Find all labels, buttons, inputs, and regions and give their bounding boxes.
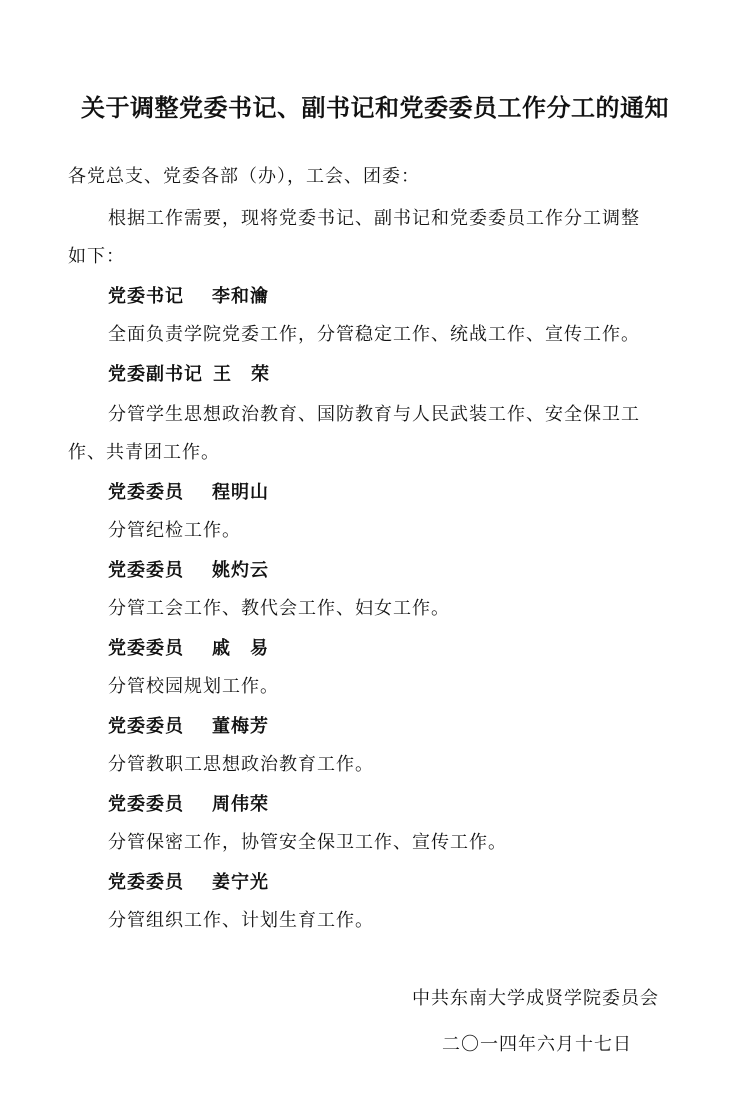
assignment-heading-member xyxy=(108,712,269,738)
assignment-role: 党委委员 xyxy=(108,794,184,815)
assignment-person: 程明山 xyxy=(212,482,269,503)
assignment-duty: 全面负责学院党委工作，分管稳定工作、统战工作、宣传工作。 xyxy=(108,324,640,345)
assignment-duty: 分管学生思想政治教育、国防教育与人民武装工作、安全保卫工 xyxy=(108,404,640,425)
recipients-line: 各党总支、党委各部（办），工会、团委： xyxy=(68,166,420,187)
assignment-duty: 分管校园规划工作。 xyxy=(108,676,279,697)
assignment-duty: 分管纪检工作。 xyxy=(108,520,241,541)
signature-organization: 中共东南大学成贤学院委员会 xyxy=(412,988,659,1009)
assignment-role: 党委副书记 xyxy=(108,364,203,385)
assignment-heading-secretary xyxy=(108,282,269,308)
assignment-heading-member xyxy=(108,478,269,504)
assignment-heading-deputy-secretary xyxy=(108,360,270,386)
assignment-role: 党委委员 xyxy=(108,482,184,503)
assignment-heading-member xyxy=(108,868,269,894)
assignment-person: 李和瀹 xyxy=(212,286,269,307)
assignment-person: 姚灼云 xyxy=(212,560,269,581)
assignment-person: 董梅芳 xyxy=(212,716,269,737)
assignment-duty: 分管保密工作，协管安全保卫工作、宣传工作。 xyxy=(108,832,507,853)
assignment-role: 党委委员 xyxy=(108,872,184,893)
assignment-role: 党委委员 xyxy=(108,638,184,659)
assignment-person: 戚 易 xyxy=(212,638,269,659)
assignment-duty: 分管工会工作、教代会工作、妇女工作。 xyxy=(108,598,450,619)
intro-line-1: 根据工作需要，现将党委书记、副书记和党委委员工作分工调整 xyxy=(108,208,640,229)
assignment-heading-member xyxy=(108,634,269,660)
assignment-role: 党委委员 xyxy=(108,560,184,581)
assignment-person: 王 荣 xyxy=(213,364,270,385)
assignment-role: 党委书记 xyxy=(108,286,184,307)
assignment-heading-member xyxy=(108,790,269,816)
assignment-role: 党委委员 xyxy=(108,716,184,737)
assignment-duty: 作、共青团工作。 xyxy=(68,442,220,463)
assignment-person: 姜宁光 xyxy=(212,872,269,893)
assignment-duty: 分管教职工思想政治教育工作。 xyxy=(108,754,374,775)
assignment-duty: 分管组织工作、计划生育工作。 xyxy=(108,910,374,931)
assignment-person: 周伟荣 xyxy=(212,794,269,815)
document-title: 关于调整党委书记、副书记和党委委员工作分工的通知 xyxy=(81,93,669,122)
assignment-heading-member xyxy=(108,556,269,582)
intro-line-2: 如下： xyxy=(68,246,125,267)
signature-date: 二〇一四年六月十七日 xyxy=(442,1034,632,1055)
